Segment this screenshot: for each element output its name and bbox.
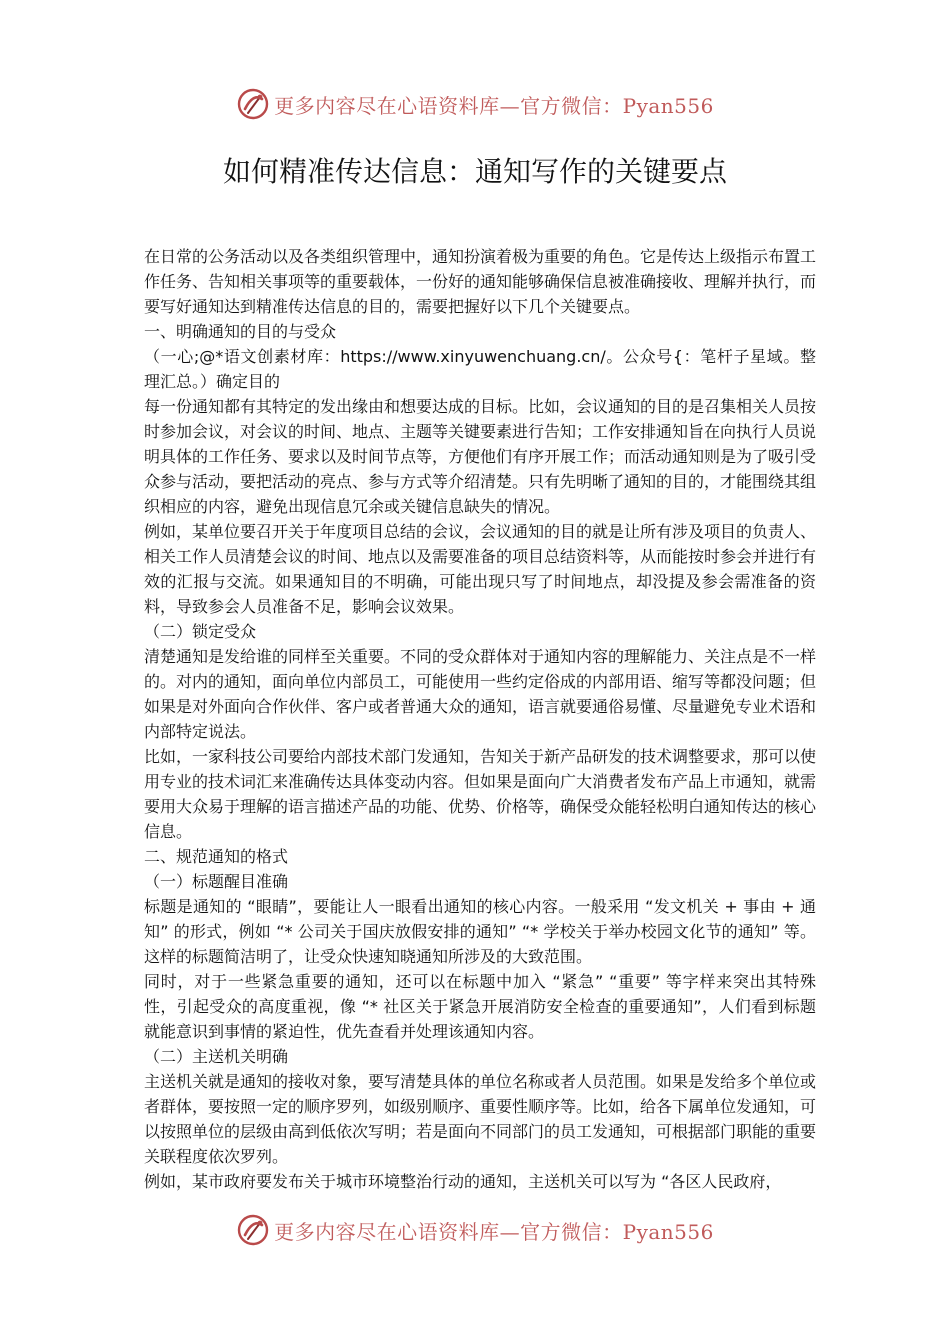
- section-heading: 一、明确通知的目的与受众: [144, 322, 337, 341]
- page-title: 如何精准传达信息：通知写作的关键要点: [222, 155, 727, 188]
- body-paragraph: 例如，某市政府要发布关于城市环境整治行动的通知，主送机关可以写为 “各区人民政府，: [144, 1172, 782, 1191]
- body-paragraph: 标题是通知的 “眼睛”，要能让人一眼看出通知的核心内容。一般采用 “发文机关 + 事由 + 通知” 的形式，例如 “* 公司关于国庆放假安排的通知” “* 学校关于举办校园文化节的通知” 等。这样的标题简洁明了，让受众快速知晓通知所涉及的大致范围。: [144, 897, 816, 966]
- body-paragraph: 在日常的公务活动以及各类组织管理中，通知扮演着极为重要的角色。它是传达上级指示布置工作任务、告知相关事项等的重要载体，一份好的通知能够确保信息被准确接收、理解并执行，而要写好通知达到精准传达信息的目的，需要把握好以下几个关键要点。: [144, 247, 817, 316]
- banner-text: 更多内容尽在心语资料库—官方微信：Pyan556: [274, 93, 714, 118]
- body-paragraph: 主送机关就是通知的接收对象，要写清楚具体的单位名称或者人员范围。如果是发给多个单位或者群体，要按照一定的顺序罗列，如级别顺序、重要性顺序等。比如，给各下属单位发通知，可以按照单位的层级由高到低依次写明；若是面向不同部门的员工发通知，可根据部门职能的重要关联程度依次罗列。: [144, 1072, 817, 1166]
- subsection-heading: （二）主送机关明确: [144, 1047, 289, 1066]
- subsection-heading: （二）锁定受众: [144, 622, 257, 641]
- header-banner: [0, 84, 950, 124]
- body-paragraph: 清楚通知是发给谁的同样至关重要。不同的受众群体对于通知内容的理解能力、关注点是不一样的。对内的通知，面向单位内部员工，可能使用一些约定俗成的内部用语、缩写等都没问题；但如果是对外面向合作伙伴、客户或者普通大众的通知，语言就要通俗易懂、尽量避免专业术语和内部特定说法。: [144, 647, 817, 741]
- logo-icon: [236, 1213, 270, 1247]
- subsection-heading: （一）标题醒目准确: [144, 872, 289, 891]
- document-body: [144, 244, 816, 1194]
- body-paragraph: 例如，某单位要召开关于年度项目总结的会议，会议通知的目的就是让所有涉及项目的负责人、相关工作人员清楚会议的时间、地点以及需要准备的项目总结资料等，从而能按时参会并进行有效的汇报与交流。如果通知目的不明确，可能出现只写了时间地点，却没提及参会需准备的资料，导致参会人员准备不足，影响会议效果。: [144, 522, 817, 616]
- body-paragraph: （一心;@*语文创素材库：https://www.xinyuwenchuang.cn/。公众号{：笔杆子星域。整理汇总。）确定目的: [144, 347, 816, 391]
- body-paragraph: 每一份通知都有其特定的发出缘由和想要达成的目标。比如，会议通知的目的是召集相关人员按时参加会议，对会议的时间、地点、主题等关键要素进行告知；工作安排通知旨在向执行人员说明具体的工作任务、要求以及时间节点等，方便他们有序开展工作；而活动通知则是为了吸引受众参与活动，要把活动的亮点、参与方式等介绍清楚。只有先明晰了通知的目的，才能围绕其组织相应的内容，避免出现信息冗余或关键信息缺失的情况。: [144, 397, 817, 516]
- logo-icon: [236, 87, 270, 121]
- footer-banner: [0, 1210, 950, 1250]
- body-paragraph: 同时，对于一些紧急重要的通知，还可以在标题中加入 “紧急” “重要” 等字样来突出其特殊性，引起受众的高度重视，像 “* 社区关于紧急开展消防安全检查的重要通知”，人们看到标题就能意识到事情的紧迫性，优先查看并处理该通知内容。: [144, 972, 816, 1041]
- body-paragraph: 比如，一家科技公司要给内部技术部门发通知，告知关于新产品研发的技术调整要求，那可以使用专业的技术词汇来准确传达具体变动内容。但如果是面向广大消费者发布产品上市通知，就需要用大众易于理解的语言描述产品的功能、优势、价格等，确保受众能轻松明白通知传达的核心信息。: [144, 747, 817, 841]
- section-heading: 二、规范通知的格式: [144, 847, 289, 866]
- banner-text: 更多内容尽在心语资料库—官方微信：Pyan556: [274, 1219, 714, 1244]
